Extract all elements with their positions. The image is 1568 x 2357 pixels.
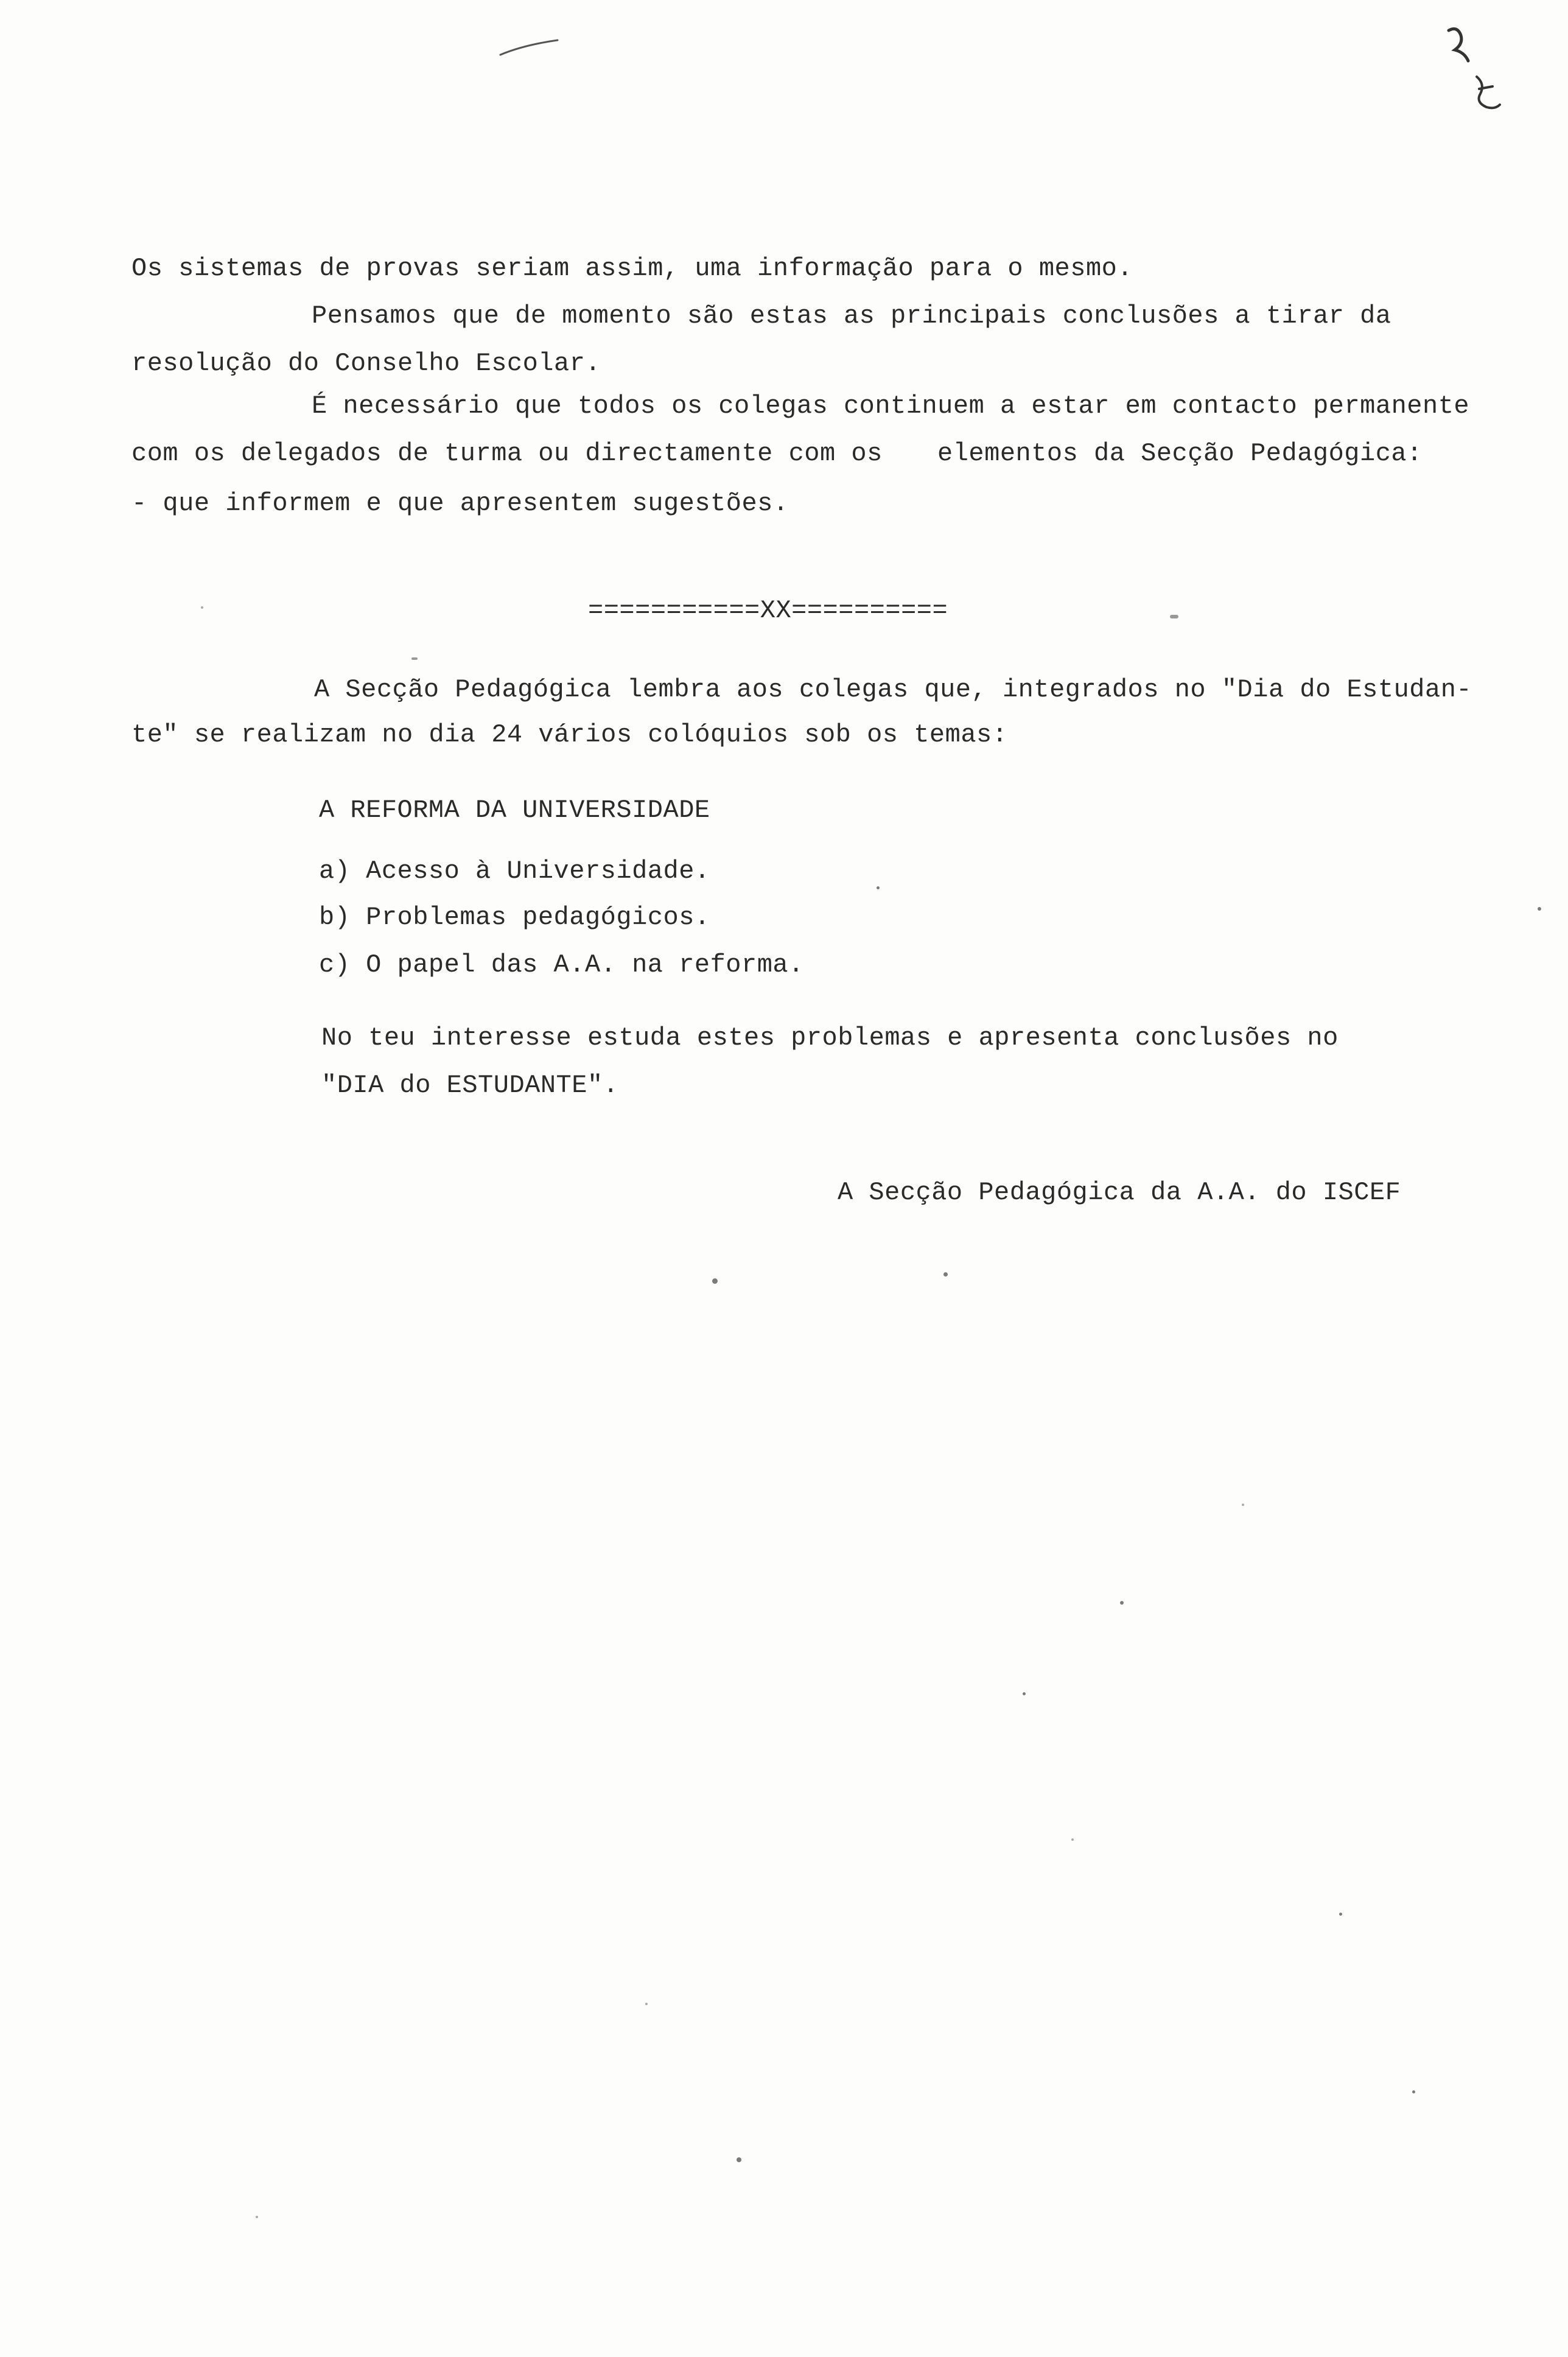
note-line-2: te" se realizam no dia 24 vários colóquios sob os temas: xyxy=(131,720,1008,749)
body-line-2: Pensamos que de momento são estas as principais conclusões a tirar da xyxy=(312,301,1391,331)
scan-speck xyxy=(411,657,418,660)
scan-speck xyxy=(943,1272,948,1277)
body-line-3: resolução do Conselho Escolar. xyxy=(131,349,601,378)
topic-item-b: b) Problemas pedagógicos. xyxy=(319,903,710,932)
scan-speck xyxy=(1071,1838,1074,1841)
signature: A Secção Pedagógica da A.A. do ISCEF xyxy=(838,1178,1401,1207)
body-line-6: - que informem e que apresentem sugestões. xyxy=(131,489,789,518)
body-line-4: É necessário que todos os colegas continuem a estar em contacto permanente xyxy=(312,391,1470,421)
topic-title: A REFORMA DA UNIVERSIDADE xyxy=(319,796,710,825)
topic-item-a: a) Acesso à Universidade. xyxy=(319,856,710,886)
scan-speck xyxy=(645,2003,648,2005)
scan-speck xyxy=(1339,1913,1342,1916)
body-line-5b: elementos da Secção Pedagógica: xyxy=(937,439,1423,468)
body-line-1: Os sistemas de provas seriam assim, uma informação para o mesmo. xyxy=(131,254,1133,283)
scan-speck xyxy=(1023,1692,1026,1695)
body-line-5a: com os delegados de turma ou directamente com os xyxy=(131,439,883,468)
scan-speck xyxy=(1242,1504,1244,1506)
scan-speck xyxy=(1170,615,1178,618)
scan-speck xyxy=(877,886,880,889)
scan-speck xyxy=(737,2157,741,2162)
scan-speck xyxy=(1120,1601,1124,1605)
handwritten-corner-mark xyxy=(1437,18,1510,116)
note-line-1: A Secção Pedagógica lembra aos colegas que, integrados no "Dia do Estudan- xyxy=(314,675,1472,704)
closing-line-1: No teu interesse estuda estes problemas e apresenta conclusões no xyxy=(321,1023,1339,1052)
closing-line-2: "DIA do ESTUDANTE". xyxy=(321,1071,619,1100)
scan-speck xyxy=(1538,907,1541,911)
section-separator: ===========XX========== xyxy=(588,596,948,625)
scan-speck xyxy=(256,2216,258,2218)
scan-speck xyxy=(1412,2090,1415,2093)
scan-speck xyxy=(201,606,203,609)
pen-stroke-mark xyxy=(499,37,560,61)
topic-item-c: c) O papel das A.A. na reforma. xyxy=(319,950,804,979)
scan-speck xyxy=(712,1278,718,1284)
